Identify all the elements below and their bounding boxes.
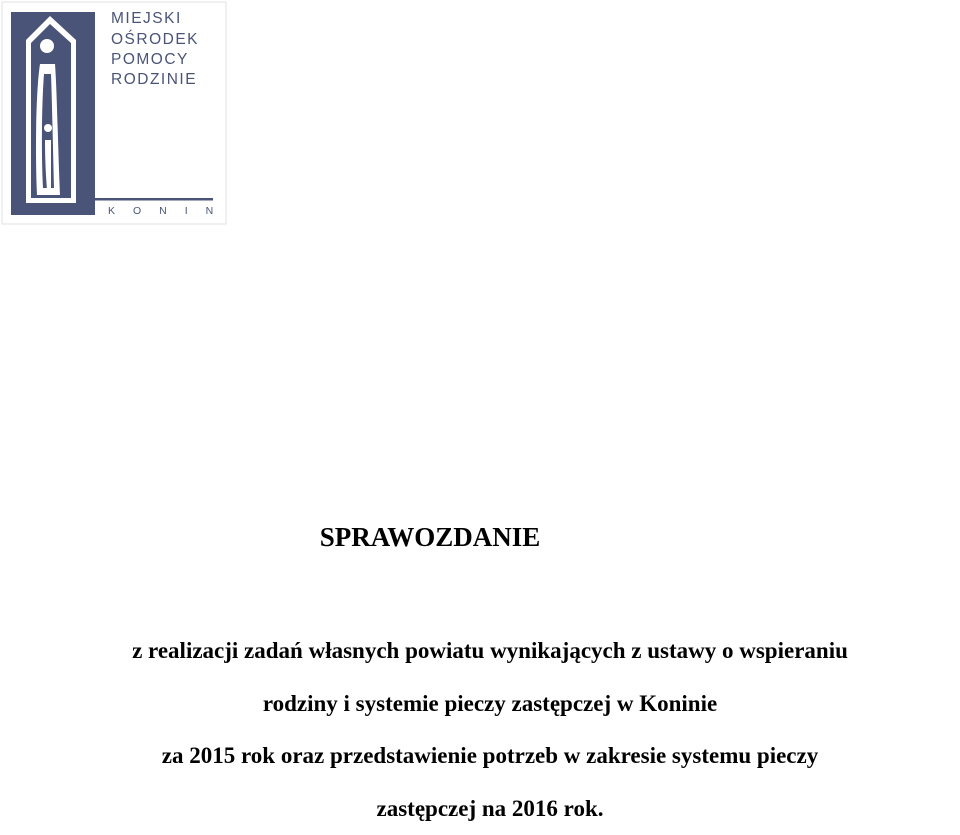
logo-city: KONIN bbox=[108, 205, 231, 217]
logo-line-4: RODZINIE bbox=[111, 72, 197, 88]
mopr-logo bbox=[0, 0, 228, 226]
logo-line-2: OŚRODEK bbox=[111, 32, 199, 48]
subtitle-line-3: za 2015 rok oraz przedstawienie potrzeb w zakresie systemu pieczy bbox=[0, 730, 960, 783]
document-title: SPRAWOZDANIE bbox=[0, 522, 860, 553]
logo-line-1: MIEJSKI bbox=[111, 11, 182, 27]
document-subtitle bbox=[0, 625, 960, 835]
logo-line-3: POMOCY bbox=[111, 52, 189, 68]
subtitle-line-1: z realizacji zadań własnych powiatu wynikających z ustawy o wspieraniu bbox=[0, 625, 960, 678]
subtitle-line-4: zastępczej na 2016 rok. bbox=[0, 783, 960, 835]
subtitle-line-2: rodziny i systemie pieczy zastępczej w Koninie bbox=[0, 678, 960, 731]
